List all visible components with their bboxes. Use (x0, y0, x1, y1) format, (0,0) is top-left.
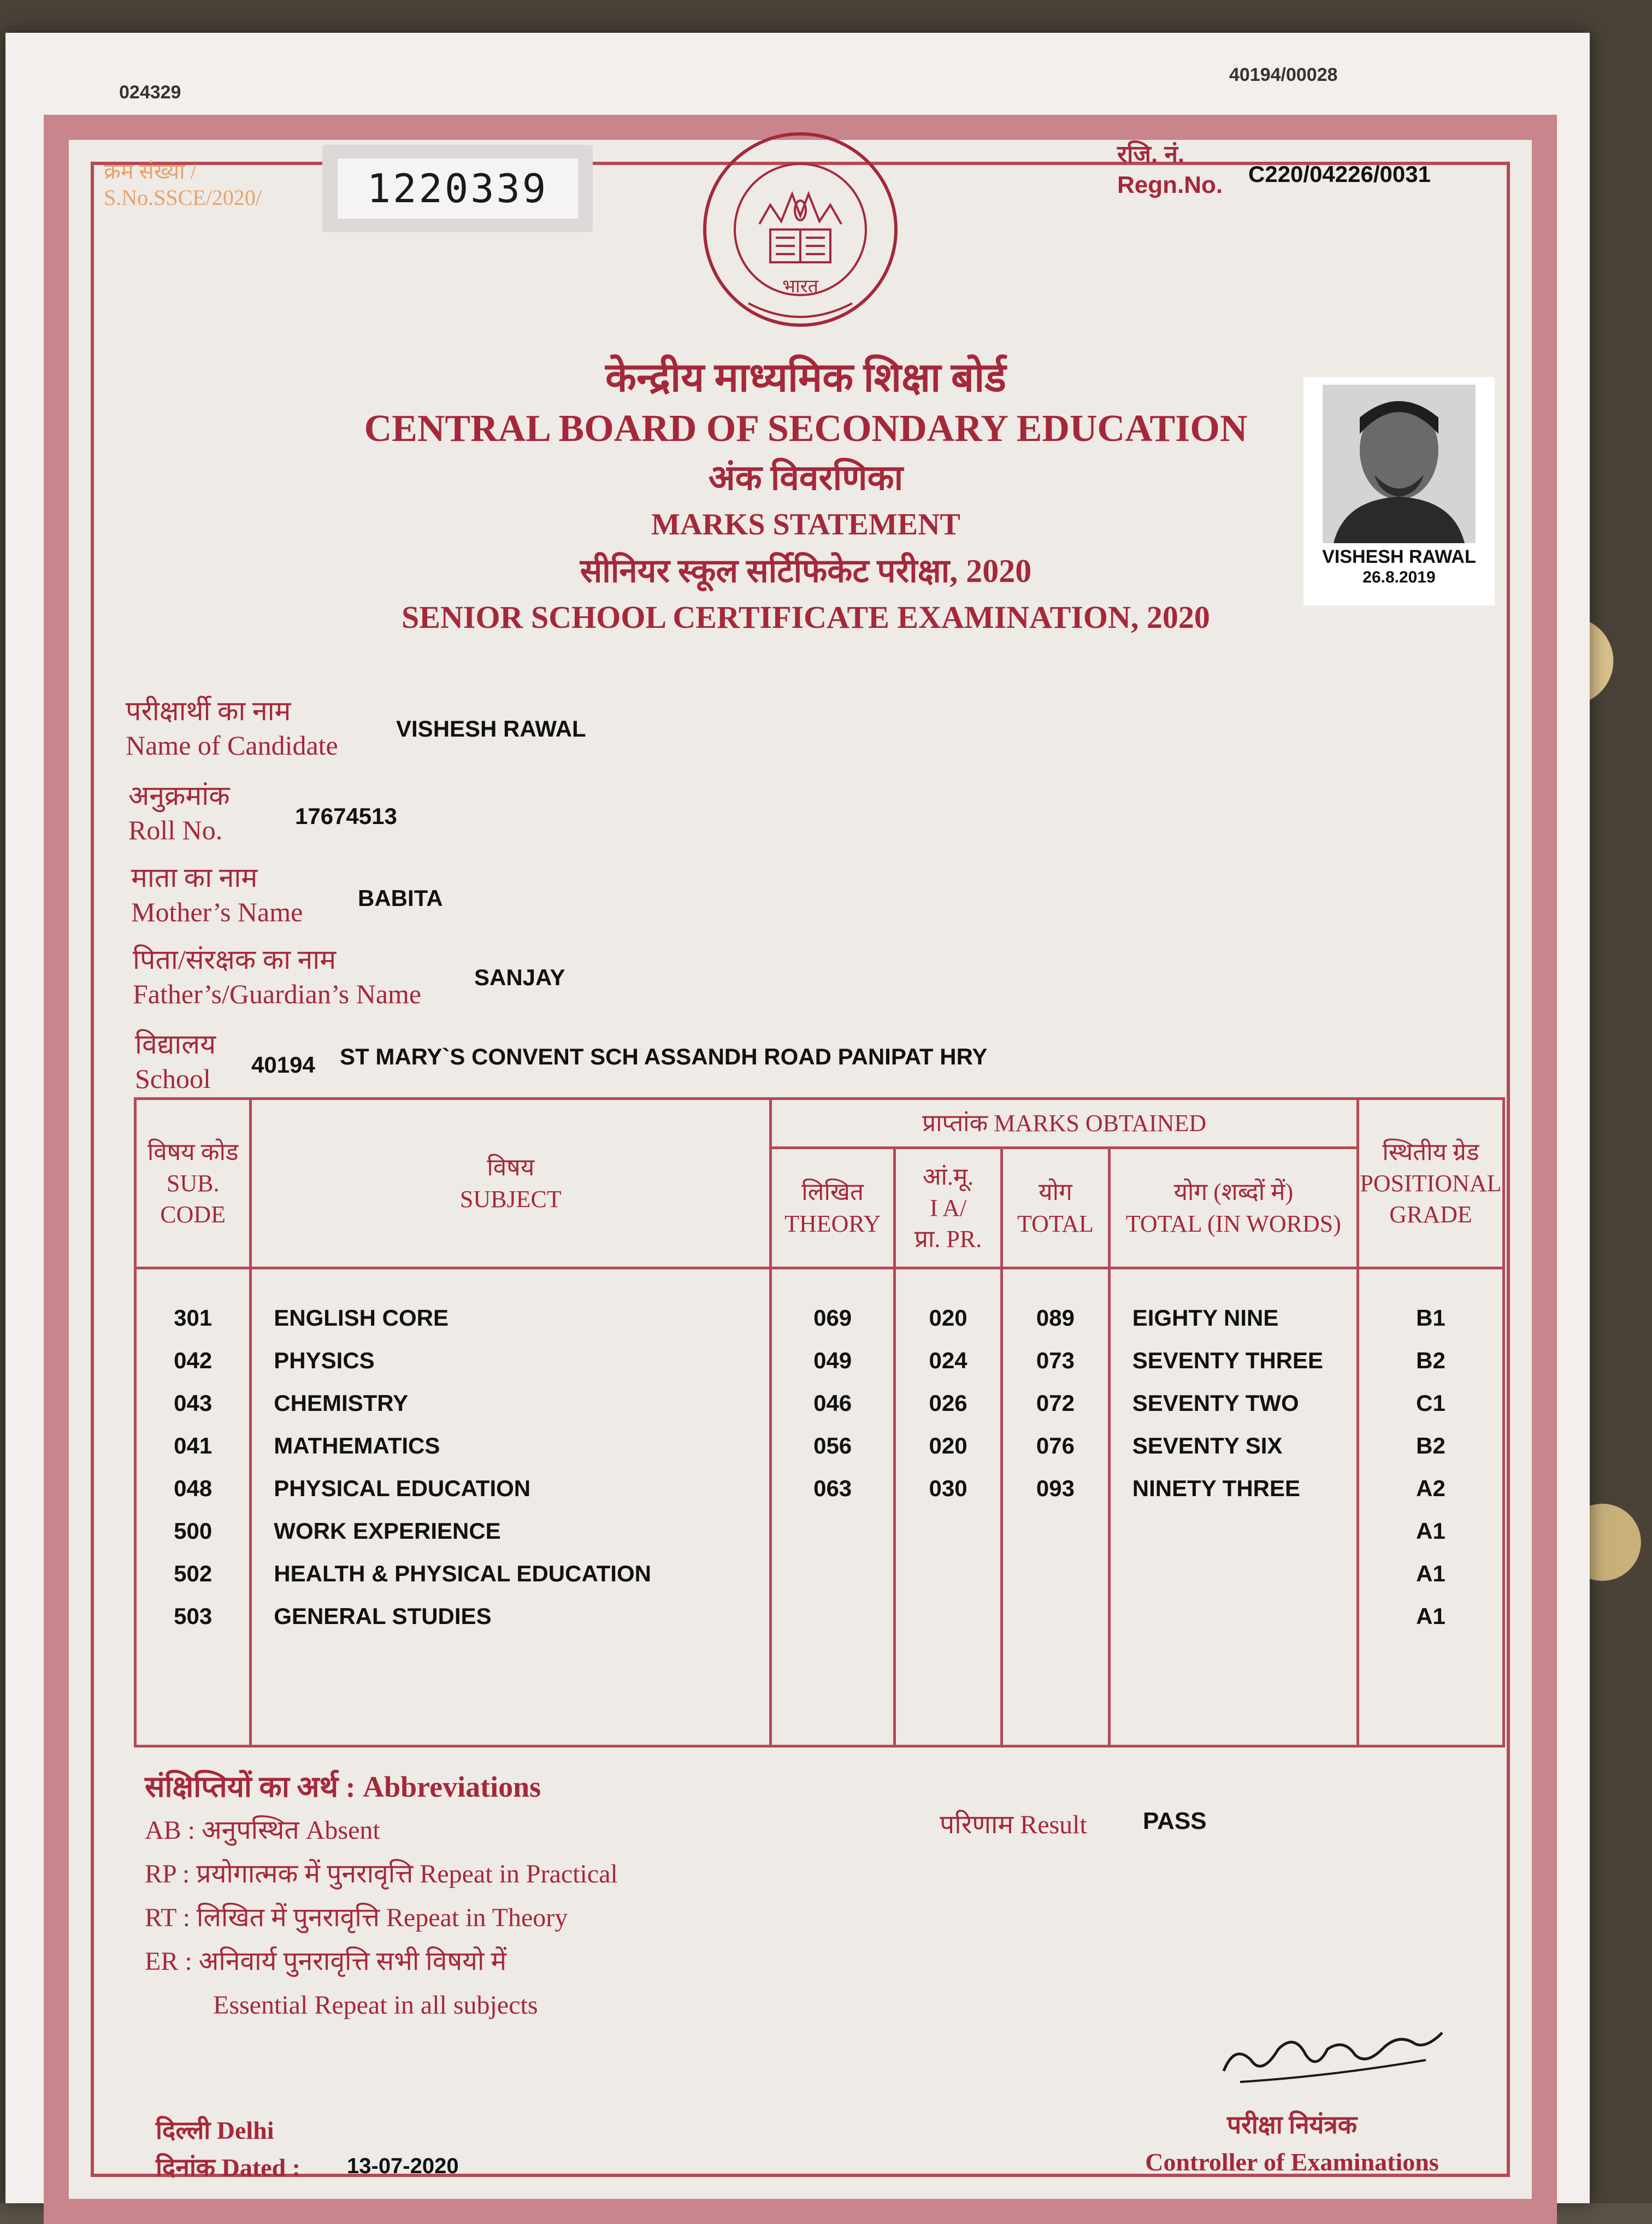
board-name-hindi: केन्द्रीय माध्यमिक शिक्षा बोर्ड (605, 356, 1006, 401)
col-header-grade: स्थितीय ग्रेड POSITIONAL GRADE (1358, 1099, 1503, 1268)
name-label: परीक्षार्थी का नाम Name of Candidate (126, 696, 338, 761)
cbse-emblem-icon (694, 128, 907, 342)
board-name-english: CENTRAL BOARD OF SECONDARY EDUCATION (364, 408, 1248, 450)
abbr-rt: RT : लिखित में पुनरावृत्ति Repeat in Theory (145, 1903, 568, 1932)
table-row-grade: B2 (1416, 1433, 1446, 1458)
photo-date: 26.8.2019 (1362, 568, 1436, 586)
col-header-subject: विषय SUBJECT (251, 1099, 771, 1268)
top-right-code: 40194/00028 (1229, 64, 1338, 85)
table-row-total: 089 (1036, 1305, 1075, 1331)
table-row-theory: 046 (813, 1390, 852, 1416)
table-row-words: SEVENTY TWO (1132, 1390, 1299, 1416)
result-value: PASS (1143, 1808, 1207, 1834)
codes-column (135, 1268, 251, 1746)
table-row-subject: PHYSICAL EDUCATION (274, 1475, 531, 1501)
table-row-theory: 056 (813, 1433, 852, 1458)
table-row-grade: A1 (1416, 1603, 1446, 1629)
father-label: पिता/संरक्षक का नाम Father’s/Guardian’s Name (133, 944, 422, 1009)
table-row-words: SEVENTY SIX (1132, 1433, 1283, 1458)
table-row-grade: A1 (1416, 1561, 1446, 1586)
table-row-grade: B2 (1416, 1348, 1446, 1373)
table-row-ia: 024 (929, 1348, 967, 1373)
table-row-subject: PHYSICS (274, 1348, 375, 1373)
table-row-total: 072 (1036, 1390, 1075, 1416)
abbr-ab: AB : अनुपस्थित Absent (145, 1816, 380, 1845)
serial-number: 1220339 (338, 158, 578, 219)
exam-hindi: सीनियर स्कूल सर्टिफिकेट परीक्षा, 2020 (580, 553, 1032, 589)
col-header-total-words: योग (शब्दों में) TOTAL (IN WORDS) (1109, 1148, 1358, 1268)
footer-place-date: दिल्ली Delhi दिनांक Dated : (156, 2116, 300, 2181)
marks-table (134, 1097, 1505, 1748)
total-column (1002, 1268, 1110, 1746)
exam-english: SENIOR SCHOOL CERTIFICATE EXAMINATION, 2020 (402, 599, 1210, 635)
theory-column (771, 1268, 895, 1746)
table-row-code: 503 (174, 1603, 213, 1629)
abbreviations-block: संक्षिप्तियों का अर्थ : Abbreviations AB : अनुपस्थित Absent RP : प्रयोगात्मक में पुनरावृत्ति Repeat in Practical RT : लिखित में पुनरावृत्ति Repeat in Theory ER : अनिवार्य पुनरावृत्ति सभी विषयो में Essential Repeat in all subjects (145, 1765, 618, 2027)
statement-english: MARKS STATEMENT (651, 508, 960, 542)
issue-date: 13-07-2020 (347, 2154, 459, 2178)
roll-number: 17674513 (295, 803, 397, 829)
portrait-image (1323, 385, 1476, 543)
table-row-code: 042 (174, 1348, 213, 1373)
table-row-theory: 069 (813, 1305, 852, 1331)
table-row-code: 043 (174, 1390, 213, 1416)
table-row-ia: 020 (929, 1305, 967, 1331)
subjects-column (251, 1268, 771, 1746)
father-name: SANJAY (474, 964, 565, 990)
table-row-subject: CHEMISTRY (274, 1390, 409, 1416)
serial-number-box (322, 145, 593, 232)
table-row-grade: C1 (1416, 1390, 1446, 1416)
page-title (355, 352, 1256, 639)
table-row-subject: ENGLISH CORE (274, 1305, 449, 1331)
col-header-theory: लिखित THEORY (771, 1148, 895, 1268)
grade-column (1358, 1268, 1503, 1746)
table-row-code: 500 (174, 1518, 213, 1544)
table-row-subject: HEALTH & PHYSICAL EDUCATION (274, 1561, 651, 1586)
ia-column (894, 1268, 1001, 1746)
table-row-theory: 063 (813, 1475, 852, 1501)
school-name: ST MARY`S CONVENT SCH ASSANDH ROAD PANIPAT HRY (340, 1044, 988, 1069)
col-header-ia: आं.मू. I A/ प्रा. PR. (894, 1148, 1001, 1268)
table-row-ia: 020 (929, 1433, 967, 1458)
regn-number: C220/04226/0031 (1248, 161, 1431, 187)
mother-label: माता का नाम Mother’s Name (131, 862, 303, 927)
table-row-words: EIGHTY NINE (1132, 1305, 1279, 1331)
table-row-theory: 049 (813, 1348, 852, 1373)
table-row-grade: B1 (1416, 1305, 1446, 1331)
abbr-er: ER : अनिवार्य पुनरावृत्ति सभी विषयो में (145, 1947, 507, 1976)
serial-label: क्रम संख्या / S.No.SSCE/2020/ (104, 159, 262, 210)
table-row-words: NINETY THREE (1132, 1475, 1301, 1501)
col-header-total: योग TOTAL (1002, 1148, 1110, 1268)
table-row-subject: WORK EXPERIENCE (274, 1518, 501, 1544)
table-row-subject: GENERAL STUDIES (274, 1603, 492, 1629)
photo-name: VISHESH RAWAL (1322, 546, 1476, 567)
abbr-rp: RP : प्रयोगात्मक में पुनरावृत्ति Repeat in Practical (145, 1860, 618, 1888)
words-column (1109, 1268, 1358, 1746)
table-row-ia: 026 (929, 1390, 967, 1416)
table-row-total: 076 (1036, 1433, 1075, 1458)
school-label: विद्यालय School (135, 1029, 216, 1094)
statement-hindi: अंक विवरणिका (708, 458, 904, 497)
result-label: परिणाम Result (940, 1810, 1087, 1839)
regn-label: रजि. नं. Regn.No. (1117, 141, 1223, 198)
table-row-code: 502 (174, 1561, 213, 1586)
table-row-grade: A1 (1416, 1518, 1446, 1544)
candidate-photo (1303, 377, 1495, 605)
table-row-code: 301 (174, 1305, 213, 1331)
table-row-words: SEVENTY THREE (1132, 1348, 1324, 1373)
col-header-marks: प्राप्तांक MARKS OBTAINED (771, 1099, 1358, 1148)
school-code: 40194 (251, 1052, 315, 1078)
controller-title: परीक्षा नियंत्रक Controller of Examinations (1145, 2111, 1439, 2176)
table-row-total: 093 (1036, 1475, 1075, 1501)
svg-text:भारत: भारत (782, 275, 818, 297)
controller-signature-icon (1218, 2011, 1448, 2104)
table-row-total: 073 (1036, 1348, 1075, 1373)
top-left-code: 024329 (119, 82, 181, 103)
mother-name: BABITA (358, 885, 443, 911)
abbr-er-en: Essential Repeat in all subjects (213, 1991, 538, 2020)
table-row-grade: A2 (1416, 1475, 1446, 1501)
table-row-code: 041 (174, 1433, 213, 1458)
table-row-subject: MATHEMATICS (274, 1433, 440, 1458)
candidate-name: VISHESH RAWAL (396, 716, 586, 742)
table-row-ia: 030 (929, 1475, 967, 1501)
roll-label: अनुक्रमांक Roll No. (128, 780, 230, 845)
table-row-code: 048 (174, 1475, 213, 1501)
col-header-code: विषय कोड SUB. CODE (135, 1099, 251, 1268)
